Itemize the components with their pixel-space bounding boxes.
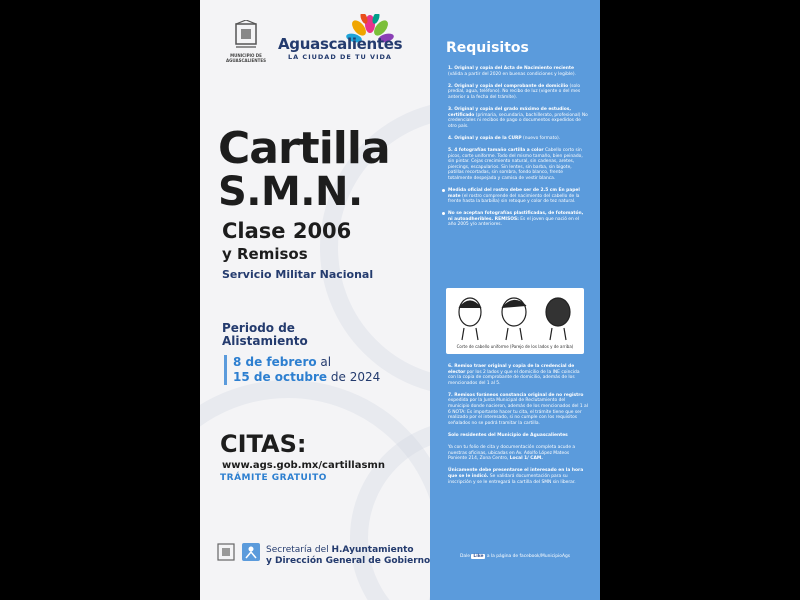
period-sep1: al xyxy=(316,355,332,369)
office-info-bold: Local 1/ CAM. xyxy=(509,456,543,462)
requirements-panel xyxy=(430,0,600,600)
period-label: Periodo de Alistamiento xyxy=(222,321,308,348)
citas-url[interactable]: www.ags.gob.mx/cartillasmn xyxy=(222,460,385,471)
residents-note-bold: Solo residentes del Municipio de Aguascalientes xyxy=(448,432,568,438)
photo-bullet-2-bold: No se aceptan fotografías plastificadas, de fotomatón, ni autoadheribles. xyxy=(448,211,584,222)
period-sep2: de 2024 xyxy=(327,370,381,384)
req-2-text: (solo predial, agua, teléfono). No recibo de luz (vigente o del mes anterior a la fecha del trámite). xyxy=(448,83,581,100)
office-info-text: Ya con tu folio de cita y documentación completa acude a nuestras oficinas, ubicadas en Av. Adolfo López Mateos Poniente 214, Zona Centro, xyxy=(448,445,576,462)
facebook-line xyxy=(460,554,570,559)
haircut-caption: Corte de cabello uniforme (Parejo de los lados y de arriba) xyxy=(456,344,574,349)
residents-note xyxy=(448,433,588,439)
period-start: 8 de febrero xyxy=(233,355,317,369)
secretaria-line2: y Dirección General de Gobierno xyxy=(266,556,430,566)
attendance-note-bold: Únicamente debe presentarse el interesado en la hora que se le indicó. xyxy=(448,468,584,479)
photo-bullet-1 xyxy=(448,188,588,205)
municipal-seal-icon xyxy=(233,20,259,50)
photo-bullet-1-text: (el rostro comprende del nacimiento del cabello de la frente hasta la barbilla) sin retoque y color de tez natural. xyxy=(448,193,580,205)
req-1-text: (válida a partir del 2020 en buenas condiciones y legible). xyxy=(448,71,576,77)
photo-bullet-2-text: Es el joven que nació en el año 2005 y/o anteriores. xyxy=(448,216,580,228)
req-4 xyxy=(448,136,588,142)
req-3 xyxy=(448,107,588,129)
req-5 xyxy=(448,148,588,182)
secretaria-line1b: H.Ayuntamiento xyxy=(331,545,414,555)
like-button[interactable]: Like xyxy=(473,554,484,559)
req-5-bold: 5. 4 fotografías tamaño cartilla a color xyxy=(448,147,544,153)
office-info xyxy=(448,445,588,462)
title-clase: Clase 2006 xyxy=(222,219,352,243)
period-dates xyxy=(224,355,380,385)
req-7 xyxy=(448,393,588,427)
secretaria-line1a: Secretaría del xyxy=(266,545,332,555)
title-remisos: y Remisos xyxy=(222,245,308,263)
requirements-list xyxy=(448,66,588,235)
free-procedure-label: TRÁMITE GRATUITO xyxy=(220,473,327,483)
req-4-text: (nuevo formato). xyxy=(521,135,561,141)
req-1-bold: 1. Original y copia del Acta de Nacimiento reciente xyxy=(448,66,574,71)
req-2-bold: 2. Original y copia del comprobante de domicilio xyxy=(448,83,569,89)
requirements-title: Requisitos xyxy=(446,40,529,56)
secretaria-text xyxy=(266,545,430,567)
brand-tagline: LA CIUDAD DE TU VIDA xyxy=(288,53,392,61)
req-2 xyxy=(448,84,588,101)
req-6-bold: 6. Remiso traer original y copia de la credencial de elector xyxy=(448,364,575,375)
requirements-list-2 xyxy=(448,364,588,492)
remisos-label: REMISOS: xyxy=(493,216,519,222)
poster-left-panel xyxy=(200,0,430,600)
req-6-text: por los 2 lados y que el domicilio de la INE coincida con la copia de comprobante de domicilio, además de los mencionados del 1 al 5. xyxy=(448,369,580,386)
req-7-bold: 7. Remisos foráneos constancia original de no registro xyxy=(448,392,584,398)
secretaria-logo-icon xyxy=(242,543,260,561)
req-6 xyxy=(448,364,588,386)
req-4-bold: 4. Original y copia de la CURP xyxy=(448,135,522,141)
footer-seal-icon xyxy=(216,541,236,565)
fb-suffix: a la página de facebook/MunicipioAgs xyxy=(485,554,571,559)
attendance-note-text: Se validará documentación para su inscripción y se le entregará la cartilla del SMN sin liberar. xyxy=(448,473,576,485)
citas-label: CITAS: xyxy=(220,430,307,458)
brand-name: Aguascalientes xyxy=(278,35,403,53)
req-1 xyxy=(448,66,588,77)
period-end: 15 de octubre xyxy=(233,370,328,384)
req-3-text: (primaria, secundaria, bachillerato, profesional) No credenciales ni recibos de pago o documentos expedidos de otro país. xyxy=(448,112,588,129)
subtitle-smn: Servicio Militar Nacional xyxy=(222,268,374,281)
req-5-text: Cabello corto sin picos, corte uniforme. Todo del mismo tamaño, bien peinado, sin pintar. Cejas crecimiento natural, sin cadenas, aretes, piercings, escapularios. Sin lentes, sin barba, sin bigote, patillas recortadas, sin sombra, fondo blanco, frente totalmente despejada y camisa de vestir blanca. xyxy=(448,147,583,181)
seal-caption: MUNICIPIO DE AGUASCALIENTES xyxy=(226,53,266,63)
photo-bullet-1-bold: Medida oficial del rostro debe ser de 2.5 cm En papel mate xyxy=(448,188,580,199)
title-cartilla: Cartilla xyxy=(218,123,390,174)
attendance-note xyxy=(448,468,588,485)
title-smn: S.M.N. xyxy=(218,169,363,215)
photo-bullet-2 xyxy=(448,211,588,228)
req-3-bold: 3. Original y copia del grado máximo de estudios, certificado xyxy=(448,106,572,118)
heads-icon xyxy=(446,288,584,344)
req-7-text: expedida por la Junta Municipal de Reclutamiento del municipio donde nacieron, además de los mencionados del 1 al 6 NOTA: Es importante hacer tu cita, el trámite tiene que ser realizado por el interesado, si no cumple con los requisitos señalados no se podrá tramitar la cartilla. xyxy=(448,398,588,426)
fb-prefix: Dale xyxy=(460,554,472,559)
